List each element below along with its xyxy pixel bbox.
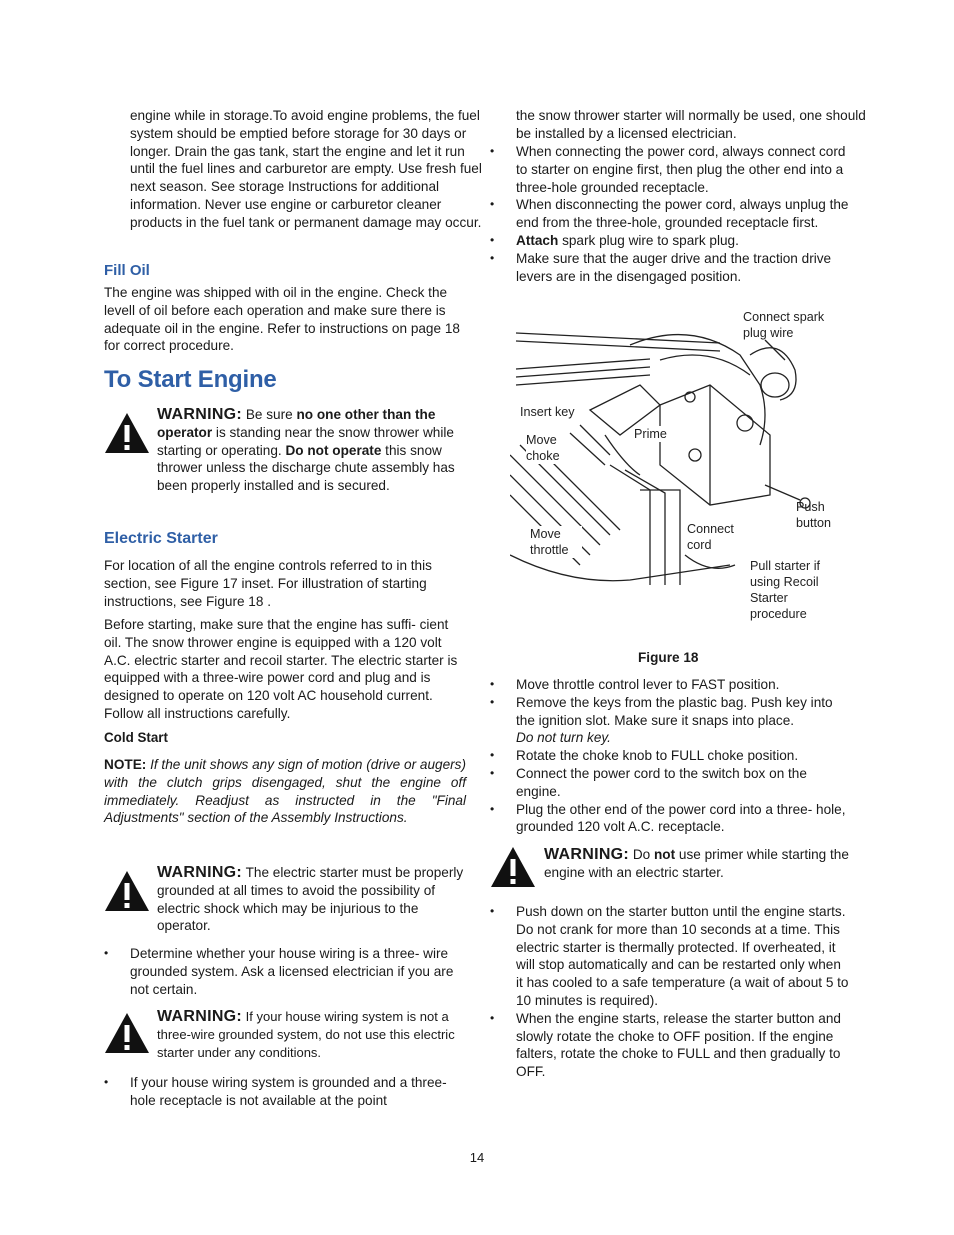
list-item: • Connect the power cord to the switch box on the engine. xyxy=(490,765,850,801)
warning-label: WARNING: xyxy=(157,406,243,423)
list-item: • Push down on the starter button until the engine starts. Do not crank for more than 10 seconds at a time. This electric starter is thermally protected. If overheated, it will stop automatically and can be restarted only when it has cooled to a safe temperature (a wait of about 5 to 10 minutes is required). xyxy=(490,903,850,1010)
storage-paragraph: engine while in storage.To avoid engine problems, the fuel system should be emptied before storage for 30 days or longer. Drain the gas tank, start the engine and let it run until the fuel lines and carburetor are empty. Use fresh fuel next season. See storage Instructions for additional information. Never use engine or carburetor cleaner products in the fuel tank or permanent damage may occur. xyxy=(130,108,482,230)
list-item: • Plug the other end of the power cord into a three- hole, grounded 120 volt A.C. receptacle. xyxy=(490,801,850,837)
fill-oil-heading: Fill Oil xyxy=(104,262,150,279)
figure-18 xyxy=(490,305,850,640)
warning-triangle-icon xyxy=(490,846,536,888)
label-push-button: Push button xyxy=(796,500,832,530)
label-pull-starter: Pull starter if using Recoil Starter procedure xyxy=(750,559,820,621)
note-paragraph: NOTE: If the unit shows any sign of motion (drive or augers) with the clutch grips disengaged, shut the engine off immediately. Readjust as instructed in the "Final Adjustments" section of the Assembly Instructions. xyxy=(104,757,466,826)
warning-grounded-text: WARNING: The electric starter must be properly grounded at all times to avoid the possibility of electric shock which may be injurious to the operator. xyxy=(157,864,464,934)
list-item: • When connecting the power cord, always connect cord to starter on engine first, then plug the other end into a three-hole grounded receptacle. xyxy=(490,143,850,196)
bullet-list-power-cord xyxy=(490,143,850,285)
list-item: • When disconnecting the power cord, always unplug the end from the three-hole, grounded receptacle first. xyxy=(490,196,850,232)
label-connect-spark: Connect spark plug wire xyxy=(743,310,825,340)
warning-grounded xyxy=(104,862,466,942)
list-item: • Rotate the choke knob to FULL choke position. xyxy=(490,747,850,765)
warning-primer xyxy=(490,844,850,894)
bullet-list-starter-button xyxy=(490,903,850,1081)
warning-triangle-icon xyxy=(104,412,150,454)
page-number: 14 xyxy=(469,1150,485,1165)
list-item: • Attach spark plug wire to spark plug. xyxy=(490,232,850,250)
list-item: • If your house wiring system is grounded and a three-hole receptacle is not available at the point xyxy=(104,1074,466,1110)
label-move-throttle: Move throttle xyxy=(530,526,582,558)
list-item: • Make sure that the auger drive and the traction drive levers are in the disengaged position. xyxy=(490,250,850,286)
bullet-list-house-wiring xyxy=(104,945,466,998)
continued-paragraph: the snow thrower starter will normally be used, one should be installed by a licensed electrician. xyxy=(516,108,866,141)
label-connect-cord: Connect cord xyxy=(687,521,739,553)
list-item: • Move throttle control lever to FAST position. xyxy=(490,676,850,694)
bullet-list-starting-steps xyxy=(490,676,850,836)
warning-primer-text: WARNING: Do not use primer while starting the engine with an electric starter. xyxy=(544,846,849,880)
electric-paragraph-2: Before starting, make sure that the engine has suffi- cient oil. The snow thrower engine is equipped with a 120 volt A.C. electric starter and recoil starter. The electric starter is equipped with a three-wire power cord and plug and is designed to operate on 120 volt AC household current. Follow all instructions carefully. xyxy=(104,617,458,721)
list-item: • Remove the keys from the plastic bag. Push key into the ignition slot. Make sure it snaps into place. Do not turn key. xyxy=(490,694,850,747)
warning-operator xyxy=(104,404,466,524)
figure-caption: Figure 18 xyxy=(638,650,699,665)
bullet-list-receptacle xyxy=(104,1074,466,1110)
cold-start-heading: Cold Start xyxy=(104,730,168,745)
electric-paragraph-1: For location of all the engine controls referred to in this section, see Figure 17 inset. For illustration of starting instructions, see Figure 18 . xyxy=(104,558,432,609)
electric-starter-heading: Electric Starter xyxy=(104,530,218,547)
list-item: • Determine whether your house wiring is a three- wire grounded system. Ask a licensed electrician if you are not certain. xyxy=(104,945,466,998)
list-item: • When the engine starts, release the starter button and slowly rotate the choke to OFF position. If the engine falters, rotate the choke to FULL and then gradually to OFF. xyxy=(490,1010,850,1081)
warning-not-grounded-text: WARNING: If your house wiring system is not a three-wire grounded system, do not use this electric starter under any conditions. xyxy=(157,1008,455,1060)
label-insert-key: Insert key xyxy=(520,405,575,419)
warning-operator-text: WARNING: Be sure no one other than the operator is standing near the snow thrower while starting or operating. Do not operate this snow thrower unless the discharge chute assembly has been properly installed and is secured. xyxy=(157,406,455,494)
warning-not-grounded xyxy=(104,1008,466,1068)
warning-triangle-icon xyxy=(104,870,150,912)
label-move-choke: Move choke xyxy=(526,432,566,464)
label-prime: Prime xyxy=(634,427,667,441)
fill-oil-paragraph: The engine was shipped with oil in the engine. Check the levell of oil before each operation and make sure there is adequate oil in the engine. Refer to instructions on page 18 for correct procedure. xyxy=(104,285,460,354)
to-start-engine-heading: To Start Engine xyxy=(104,366,277,393)
warning-triangle-icon xyxy=(104,1012,150,1054)
